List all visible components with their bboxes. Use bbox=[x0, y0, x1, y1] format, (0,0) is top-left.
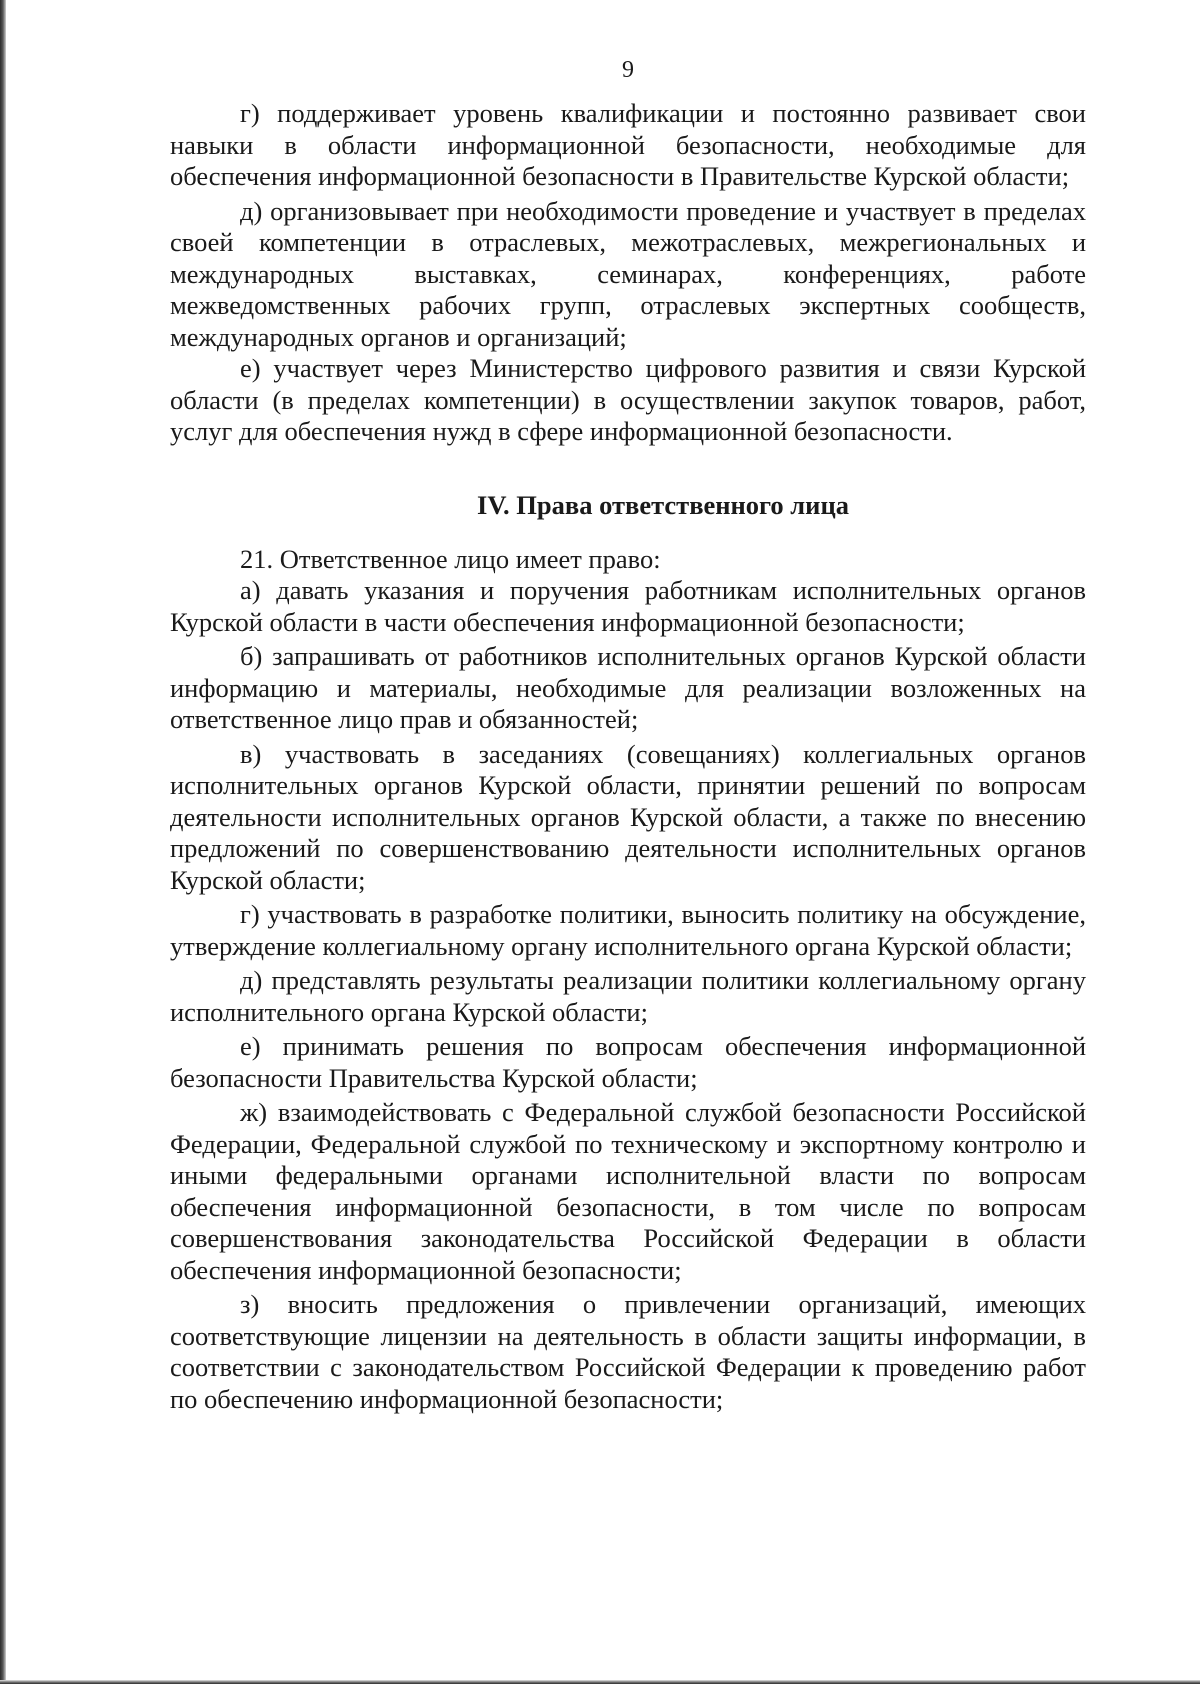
right-item-v: в) участвовать в заседаниях (совещаниях) коллегиальных органов исполнительных органов Курской области, принятии решений по вопросам деятельности исполнительных органов Курской области, а также по внесению предложений по совершенствованию деятельности исполнительных органов Курской области; bbox=[170, 738, 1086, 895]
right-item-z: з) вносить предложения о привлечении организаций, имеющих соответствующие лицензии на деятельность в области защиты информации, в соответствии с законодательством Российской Федерации к проведению работ по обеспечению информационной безопасности; bbox=[170, 1289, 1086, 1414]
document-page bbox=[170, 52, 1086, 1415]
right-item-e: е) принимать решения по вопросам обеспечения информационной безопасности Правительства Курской области; bbox=[170, 1031, 1086, 1093]
scan-edge-left bbox=[0, 0, 6, 1684]
page-number: 9 bbox=[622, 57, 634, 83]
duty-paragraph-e: е) участвует через Министерство цифрового развития и связи Курской области (в пределах компетенции) в осуществлении закупок товаров, работ, услуг для обеспечения нужд в сфере информационной безопасности. bbox=[170, 353, 1086, 446]
duty-paragraph-d: д) организовывает при необходимости проведение и участвует в пределах своей компетенции в отраслевых, межотраслевых, межрегиональных и международных выставках, семинарах, конференциях, работе межведомственных рабочих групп, отраслевых экспертных сообществ, международных органов и организаций; bbox=[170, 195, 1086, 352]
right-item-zh: ж) взаимодействовать с Федеральной службой безопасности Российской Федерации, Федеральной службой по техническому и экспортному контролю и иными федеральными органами исполнительной власти по вопросам обеспечения информационной безопасности, в том числе по вопросам совершенствования законодательства Российской Федерации в области обеспечения информационной безопасности; bbox=[170, 1097, 1086, 1285]
section-title: IV. Права ответственного лица bbox=[477, 489, 849, 520]
right-item-b: б) запрашивать от работников исполнительных органов Курской области информацию и материалы, необходимые для реализации возложенных на ответственное лицо прав и обязанностей; bbox=[170, 641, 1086, 734]
right-item-d: д) представлять результаты реализации политики коллегиальному органу исполнительного органа Курской области; bbox=[170, 965, 1086, 1027]
duty-paragraph-g: г) поддерживает уровень квалификации и постоянно развивает свои навыки в области информационной безопасности, необходимые для обеспечения информационной безопасности в Правительстве Курской области; bbox=[170, 98, 1086, 191]
section-intro: 21. Ответственное лицо имеет право: bbox=[240, 543, 661, 574]
right-item-g: г) участвовать в разработке политики, выносить политику на обсуждение, утверждение коллегиальному органу исполнительного органа Курской области; bbox=[170, 899, 1086, 961]
scan-edge-bottom bbox=[0, 1680, 1200, 1684]
right-item-a: а) давать указания и поручения работникам исполнительных органов Курской области в части обеспечения информационной безопасности; bbox=[170, 575, 1086, 637]
